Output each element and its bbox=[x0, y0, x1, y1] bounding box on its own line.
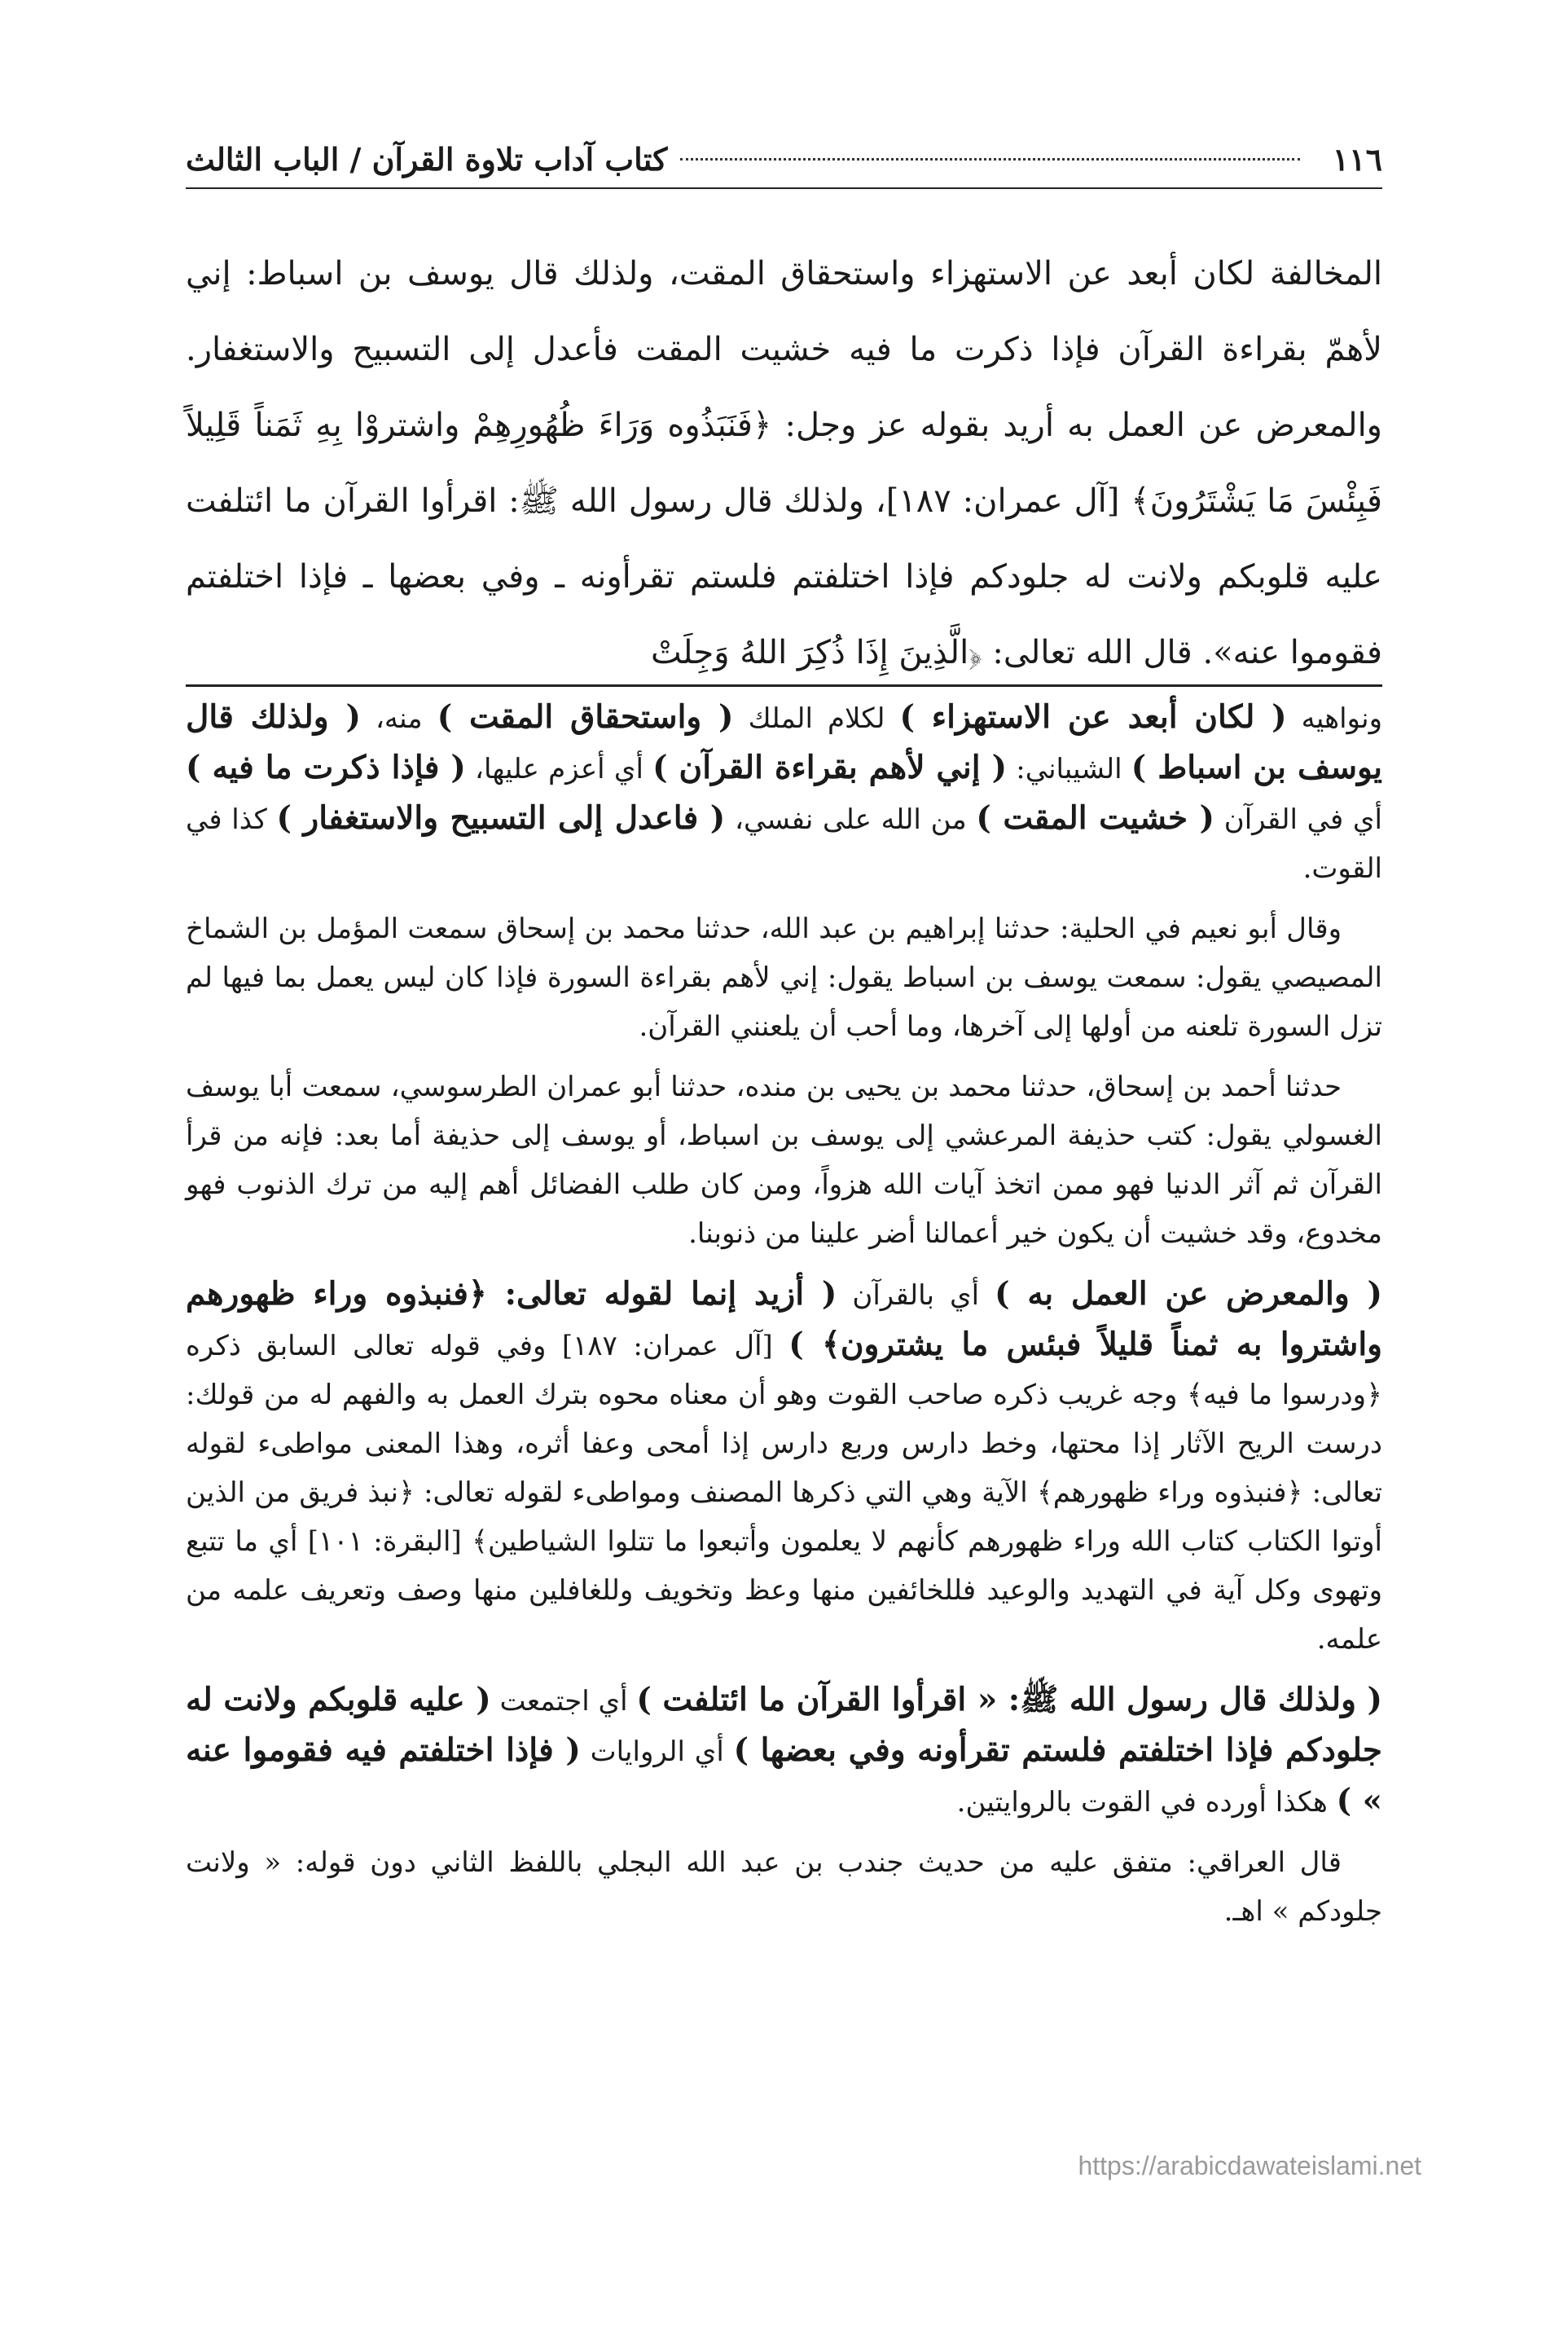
text: أي أعزم عليها، bbox=[465, 753, 653, 785]
quoted-matn: ( عليه قلوبكم ولانت له جلودكم فإذا اختلفتم فلستم تقرأونه وفي بعضها ) bbox=[186, 1681, 1382, 1769]
quoted-matn: ( ولذلك قال رسول الله ﷺ: « اقرأوا القرآن ما ائتلفت ) bbox=[636, 1681, 1382, 1718]
commentary-paragraph-1 bbox=[186, 693, 1382, 893]
text: أي بالقرآن bbox=[837, 1279, 995, 1312]
quoted-matn: ( واستحقاق المقت ) bbox=[437, 698, 734, 736]
text: أي اجتمعت bbox=[490, 1685, 637, 1718]
text: ونواهيه bbox=[1286, 702, 1382, 735]
main-paragraph: المخالفة لكان أبعد عن الاستهزاء واستحقاق المقت، ولذلك قال يوسف بن اسباط: إني لأهمّ بقراءة القرآن فإذا ذكرت ما فيه خشيت المقت فأعدل إلى التسبيح والاستغفار. والمعرض عن العمل به أريد بقوله عز وجل: ﴿فَنَبَذُوه وَرَاءَ ظُهُورِهِمْ واشتروْا بِهِ ثَمَناً قَلِيلاً فَبِئْسَ مَا يَشْتَرُونَ﴾ [آل عمران: ١٨٧]، ولذلك قال رسول الله ﷺ: اقرأوا القرآن ما ائتلفت عليه قلوبكم ولانت له جلودكم فإذا اختلفتم فلستم تقرأونه ـ وفي بعضها ـ فإذا اختلفتم فقوموا عنه». قال الله تعالى: ﴿الَّذِينَ إِذَا ذُكِرَ اللهُ وَجِلَتْ bbox=[186, 255, 1383, 671]
text: هكذا أورده في القوت بالروايتين. bbox=[956, 1786, 1337, 1819]
main-text bbox=[186, 236, 1382, 691]
quoted-matn: ( خشيت المقت ) bbox=[976, 799, 1215, 837]
page-header bbox=[186, 130, 1382, 189]
footnote-separator bbox=[186, 684, 1382, 687]
quoted-matn: ( أزيد إنما لقوله تعالى: ﴿فنبذوه وراء ظهورهم واشتروا به ثمناً قليلاً فبئس ما يشترون﴾ ) bbox=[186, 1275, 1382, 1363]
quoted-matn: ( إني لأهم بقراءة القرآن ) bbox=[652, 749, 1008, 786]
text: الشيباني: bbox=[1007, 753, 1131, 785]
quoted-matn: ( ولذلك قال يوسف بن اسباط ) bbox=[186, 698, 1383, 786]
page-number: ١١٦ bbox=[1332, 140, 1382, 178]
text: أي الروايات bbox=[580, 1735, 734, 1768]
header-dot-leader bbox=[680, 158, 1299, 161]
text: [آل عمران: ١٨٧] وفي قوله تعالى السابق ذكره ﴿ودرسوا ما فيه﴾ وجه غريب ذكره صاحب القوت وهو أن معناه محوه بترك العمل به والفهم له من قولك: درست الريح الآثار إذا محتها، وخط دارس وربع دارس إذا أمحى وعفا أثره، وهذا المعنى مواطىء لقوله تعالى: ﴿فنبذوه وراء ظهورهم﴾ الآية وهي التي ذكرها المصنف ومواطىء لقوله تعالى: ﴿نبذ فريق من الذين أوتوا الكتاب كتاب الله وراء ظهورهم كأنهم لا يعلمون وأتبعوا ما تتلوا الشياطين﴾ [البقرة: ١٠١] أي ما تتبع وتهوى وكل آية في التهديد والوعيد فللخائفين منها وعظ وتخويف وللغافلين منها وصف وتعريف علمه من علمه. bbox=[186, 1330, 1382, 1656]
commentary bbox=[186, 693, 1382, 1947]
text: أي في القرآن bbox=[1214, 803, 1382, 836]
text: من الله على نفسي، bbox=[725, 803, 977, 836]
commentary-paragraph-4 bbox=[186, 1269, 1382, 1664]
commentary-paragraph-2: وقال أبو نعيم في الحلية: حدثنا إبراهيم بن عبد الله، حدثنا محمد بن إسحاق سمعت المؤمل بن الشماخ المصيصي يقول: سمعت يوسف بن اسباط يقول: إني لأهم بقراءة السورة فإذا كان ليس يعمل بما فيها لم تزل السورة تلعنه من أولها إلى آخرها، وما أحب أن يلعنني القرآن. bbox=[186, 913, 1382, 1043]
commentary-paragraph-3: حدثنا أحمد بن إسحاق، حدثنا محمد بن يحيى بن منده، حدثنا أبو عمران الطرسوسي، سمعت أبا يوسف الغسولي يقول: كتب حذيفة المرعشي إلى يوسف بن اسباط، أو يوسف إلى حذيفة أما بعد: فإنه من قرأ القرآن ثم آثر الدنيا فهو ممن اتخذ آيات الله هزواً، ومن كان طلب الفضائل أهم إليه من ترك الذنوب فهو مخدوع، وقد خشيت أن يكون خير أعمالنا أضر علينا من ذنوبنا. bbox=[186, 1071, 1382, 1250]
quoted-matn: ( فإذا ذكرت ما فيه ) bbox=[186, 749, 466, 786]
quoted-matn: ( والمعرض عن العمل به ) bbox=[995, 1275, 1382, 1313]
running-title: كتاب آداب تلاوة القرآن / الباب الثالث bbox=[186, 140, 668, 178]
quoted-matn: ( فاعدل إلى التسبيح والاستغفار ) bbox=[276, 799, 726, 837]
quoted-matn: ( فإذا اختلفتم فيه فقوموا عنه » ) bbox=[186, 1731, 1382, 1819]
text: منه، bbox=[360, 702, 437, 735]
text: كذا في القوت. bbox=[186, 803, 1382, 885]
text: لكلام الملك bbox=[733, 702, 900, 735]
commentary-paragraph-5 bbox=[186, 1675, 1382, 1827]
quoted-matn: ( لكان أبعد عن الاستهزاء ) bbox=[899, 698, 1287, 736]
watermark-url: https://arabicdawateislami.net bbox=[1078, 2151, 1421, 2180]
commentary-paragraph-6: قال العراقي: متفق عليه من حديث جندب بن عبد الله البجلي باللفظ الثاني دون قوله: « ولانت جلودكم » اهـ. bbox=[186, 1846, 1382, 1928]
